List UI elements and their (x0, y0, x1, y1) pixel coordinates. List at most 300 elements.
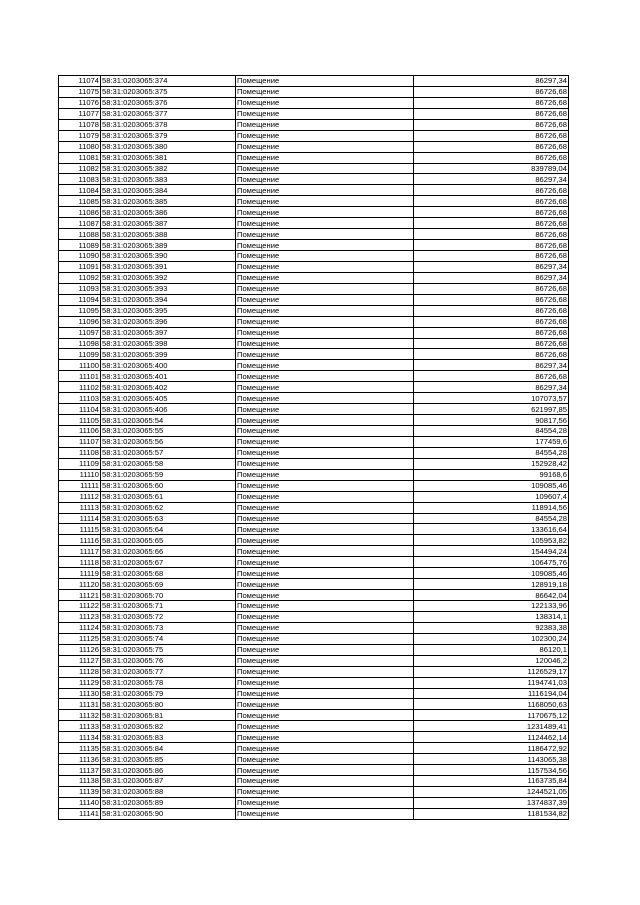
cadastral-number-cell: 58:31:0203065:384 (101, 185, 236, 196)
object-type-cell: Помещение (236, 743, 414, 754)
object-type-cell: Помещение (236, 579, 414, 590)
object-type-cell: Помещение (236, 294, 414, 305)
cadastral-number-cell: 58:31:0203065:60 (101, 480, 236, 491)
cadastral-number-cell: 58:31:0203065:54 (101, 415, 236, 426)
table-row (59, 240, 569, 251)
object-type-cell: Помещение (236, 240, 414, 251)
row-number-cell: 11081 (59, 152, 101, 163)
table-row (59, 535, 569, 546)
table-row (59, 699, 569, 710)
row-number-cell: 11093 (59, 283, 101, 294)
object-type-cell: Помещение (236, 283, 414, 294)
value-cell: 86297,34 (414, 382, 569, 393)
row-number-cell: 11129 (59, 677, 101, 688)
object-type-cell: Помещение (236, 436, 414, 447)
table-row (59, 415, 569, 426)
value-cell: 86726,68 (414, 218, 569, 229)
object-type-cell: Помещение (236, 611, 414, 622)
table-row (59, 754, 569, 765)
value-cell: 1186472,92 (414, 743, 569, 754)
cadastral-number-cell: 58:31:0203065:61 (101, 491, 236, 502)
cadastral-number-cell: 58:31:0203065:58 (101, 458, 236, 469)
row-number-cell: 11096 (59, 316, 101, 327)
row-number-cell: 11076 (59, 97, 101, 108)
cadastral-number-cell: 58:31:0203065:64 (101, 524, 236, 535)
value-cell: 1124462,14 (414, 732, 569, 743)
value-cell: 1126529,17 (414, 666, 569, 677)
table-row (59, 808, 569, 819)
cadastral-number-cell: 58:31:0203065:397 (101, 327, 236, 338)
cadastral-number-cell: 58:31:0203065:75 (101, 644, 236, 655)
row-number-cell: 11092 (59, 272, 101, 283)
row-number-cell: 11140 (59, 797, 101, 808)
table-row (59, 305, 569, 316)
object-type-cell: Помещение (236, 229, 414, 240)
table-row (59, 568, 569, 579)
value-cell: 1194741,03 (414, 677, 569, 688)
row-number-cell: 11085 (59, 196, 101, 207)
row-number-cell: 11121 (59, 590, 101, 601)
object-type-cell: Помещение (236, 152, 414, 163)
cadastral-number-cell: 58:31:0203065:406 (101, 404, 236, 415)
object-type-cell: Помещение (236, 371, 414, 382)
cadastral-number-cell: 58:31:0203065:74 (101, 633, 236, 644)
cadastral-number-cell: 58:31:0203065:374 (101, 76, 236, 87)
row-number-cell: 11138 (59, 776, 101, 787)
cadastral-number-cell: 58:31:0203065:377 (101, 108, 236, 119)
table-row (59, 447, 569, 458)
object-type-cell: Помещение (236, 590, 414, 601)
value-cell: 122133,96 (414, 601, 569, 612)
value-cell: 1168050,63 (414, 699, 569, 710)
value-cell: 86297,34 (414, 360, 569, 371)
value-cell: 621997,85 (414, 404, 569, 415)
table-row (59, 251, 569, 262)
cadastral-number-cell: 58:31:0203065:70 (101, 590, 236, 601)
table-row (59, 776, 569, 787)
value-cell: 106475,76 (414, 557, 569, 568)
object-type-cell: Помещение (236, 797, 414, 808)
table-row (59, 218, 569, 229)
table-row (59, 502, 569, 513)
table-row (59, 546, 569, 557)
table-row (59, 765, 569, 776)
value-cell: 102300,24 (414, 633, 569, 644)
table-row (59, 327, 569, 338)
value-cell: 1374837,39 (414, 797, 569, 808)
value-cell: 86726,68 (414, 185, 569, 196)
object-type-cell: Помещение (236, 546, 414, 557)
value-cell: 86726,68 (414, 305, 569, 316)
row-number-cell: 11094 (59, 294, 101, 305)
cadastral-number-cell: 58:31:0203065:63 (101, 513, 236, 524)
value-cell: 86642,04 (414, 590, 569, 601)
value-cell: 86726,68 (414, 251, 569, 262)
cadastral-number-cell: 58:31:0203065:375 (101, 86, 236, 97)
object-type-cell: Помещение (236, 393, 414, 404)
cadastral-number-cell: 58:31:0203065:376 (101, 97, 236, 108)
value-cell: 107073,57 (414, 393, 569, 404)
cadastral-number-cell: 58:31:0203065:67 (101, 557, 236, 568)
table-row (59, 557, 569, 568)
row-number-cell: 11116 (59, 535, 101, 546)
object-type-cell: Помещение (236, 754, 414, 765)
object-type-cell: Помещение (236, 524, 414, 535)
cadastral-number-cell: 58:31:0203065:399 (101, 349, 236, 360)
value-cell: 128919,18 (414, 579, 569, 590)
cadastral-number-cell: 58:31:0203065:383 (101, 174, 236, 185)
row-number-cell: 11137 (59, 765, 101, 776)
value-cell: 105953,82 (414, 535, 569, 546)
row-number-cell: 11136 (59, 754, 101, 765)
table-row (59, 272, 569, 283)
row-number-cell: 11109 (59, 458, 101, 469)
value-cell: 1170675,12 (414, 710, 569, 721)
cadastral-number-cell: 58:31:0203065:77 (101, 666, 236, 677)
row-number-cell: 11128 (59, 666, 101, 677)
table-row (59, 655, 569, 666)
value-cell: 154494,24 (414, 546, 569, 557)
object-type-cell: Помещение (236, 721, 414, 732)
row-number-cell: 11105 (59, 415, 101, 426)
row-number-cell: 11098 (59, 338, 101, 349)
table-row (59, 163, 569, 174)
object-type-cell: Помещение (236, 710, 414, 721)
table-row (59, 633, 569, 644)
object-type-cell: Помещение (236, 677, 414, 688)
table-row (59, 513, 569, 524)
cadastral-number-cell: 58:31:0203065:69 (101, 579, 236, 590)
table-row (59, 360, 569, 371)
table-row (59, 590, 569, 601)
table-row (59, 426, 569, 437)
object-type-cell: Помещение (236, 119, 414, 130)
row-number-cell: 11132 (59, 710, 101, 721)
object-type-cell: Помещение (236, 699, 414, 710)
table-row (59, 294, 569, 305)
cadastral-number-cell: 58:31:0203065:396 (101, 316, 236, 327)
object-type-cell: Помещение (236, 316, 414, 327)
cadastral-number-cell: 58:31:0203065:62 (101, 502, 236, 513)
row-number-cell: 11117 (59, 546, 101, 557)
table-row (59, 710, 569, 721)
object-type-cell: Помещение (236, 776, 414, 787)
cadastral-number-cell: 58:31:0203065:90 (101, 808, 236, 819)
object-type-cell: Помещение (236, 808, 414, 819)
object-type-cell: Помещение (236, 655, 414, 666)
row-number-cell: 11115 (59, 524, 101, 535)
property-table-body (59, 76, 569, 820)
table-row (59, 644, 569, 655)
cadastral-number-cell: 58:31:0203065:72 (101, 611, 236, 622)
object-type-cell: Помещение (236, 568, 414, 579)
cadastral-number-cell: 58:31:0203065:73 (101, 622, 236, 633)
value-cell: 86726,68 (414, 338, 569, 349)
value-cell: 90817,56 (414, 415, 569, 426)
table-row (59, 207, 569, 218)
table-row (59, 152, 569, 163)
table-row (59, 480, 569, 491)
cadastral-number-cell: 58:31:0203065:385 (101, 196, 236, 207)
value-cell: 86726,68 (414, 316, 569, 327)
table-row (59, 721, 569, 732)
value-cell: 1181534,82 (414, 808, 569, 819)
table-row (59, 688, 569, 699)
value-cell: 99168,6 (414, 469, 569, 480)
row-number-cell: 11100 (59, 360, 101, 371)
value-cell: 1143065,38 (414, 754, 569, 765)
cadastral-number-cell: 58:31:0203065:386 (101, 207, 236, 218)
table-row (59, 491, 569, 502)
value-cell: 86726,68 (414, 294, 569, 305)
table-row (59, 261, 569, 272)
value-cell: 86726,68 (414, 371, 569, 382)
object-type-cell: Помещение (236, 338, 414, 349)
cadastral-number-cell: 58:31:0203065:83 (101, 732, 236, 743)
table-row (59, 283, 569, 294)
object-type-cell: Помещение (236, 141, 414, 152)
object-type-cell: Помещение (236, 185, 414, 196)
value-cell: 86726,68 (414, 283, 569, 294)
table-row (59, 382, 569, 393)
cadastral-number-cell: 58:31:0203065:86 (101, 765, 236, 776)
object-type-cell: Помещение (236, 251, 414, 262)
row-number-cell: 11134 (59, 732, 101, 743)
value-cell: 1244521,05 (414, 786, 569, 797)
object-type-cell: Помещение (236, 557, 414, 568)
table-row (59, 141, 569, 152)
value-cell: 86726,68 (414, 240, 569, 251)
cadastral-number-cell: 58:31:0203065:395 (101, 305, 236, 316)
row-number-cell: 11086 (59, 207, 101, 218)
row-number-cell: 11123 (59, 611, 101, 622)
value-cell: 92383,38 (414, 622, 569, 633)
table-row (59, 196, 569, 207)
value-cell: 86726,68 (414, 349, 569, 360)
object-type-cell: Помещение (236, 305, 414, 316)
table-row (59, 732, 569, 743)
table-row (59, 76, 569, 87)
row-number-cell: 11124 (59, 622, 101, 633)
value-cell: 86297,34 (414, 261, 569, 272)
table-row (59, 743, 569, 754)
cadastral-number-cell: 58:31:0203065:380 (101, 141, 236, 152)
value-cell: 152928,42 (414, 458, 569, 469)
row-number-cell: 11090 (59, 251, 101, 262)
object-type-cell: Помещение (236, 207, 414, 218)
value-cell: 86726,68 (414, 86, 569, 97)
object-type-cell: Помещение (236, 218, 414, 229)
row-number-cell: 11118 (59, 557, 101, 568)
object-type-cell: Помещение (236, 688, 414, 699)
object-type-cell: Помещение (236, 458, 414, 469)
row-number-cell: 11114 (59, 513, 101, 524)
row-number-cell: 11119 (59, 568, 101, 579)
cadastral-number-cell: 58:31:0203065:56 (101, 436, 236, 447)
value-cell: 86726,68 (414, 152, 569, 163)
value-cell: 86726,68 (414, 207, 569, 218)
value-cell: 86297,34 (414, 272, 569, 283)
cadastral-number-cell: 58:31:0203065:87 (101, 776, 236, 787)
row-number-cell: 11102 (59, 382, 101, 393)
cadastral-number-cell: 58:31:0203065:82 (101, 721, 236, 732)
cadastral-number-cell: 58:31:0203065:391 (101, 261, 236, 272)
cadastral-number-cell: 58:31:0203065:381 (101, 152, 236, 163)
cadastral-number-cell: 58:31:0203065:78 (101, 677, 236, 688)
row-number-cell: 11075 (59, 86, 101, 97)
object-type-cell: Помещение (236, 415, 414, 426)
row-number-cell: 11074 (59, 76, 101, 87)
row-number-cell: 11103 (59, 393, 101, 404)
table-row (59, 436, 569, 447)
table-row (59, 797, 569, 808)
row-number-cell: 11087 (59, 218, 101, 229)
object-type-cell: Помещение (236, 535, 414, 546)
cadastral-number-cell: 58:31:0203065:402 (101, 382, 236, 393)
row-number-cell: 11125 (59, 633, 101, 644)
table-row (59, 185, 569, 196)
cadastral-number-cell: 58:31:0203065:388 (101, 229, 236, 240)
row-number-cell: 11091 (59, 261, 101, 272)
object-type-cell: Помещение (236, 666, 414, 677)
cadastral-number-cell: 58:31:0203065:379 (101, 130, 236, 141)
value-cell: 133616,64 (414, 524, 569, 535)
row-number-cell: 11113 (59, 502, 101, 513)
property-table (58, 75, 569, 820)
cadastral-number-cell: 58:31:0203065:65 (101, 535, 236, 546)
cadastral-number-cell: 58:31:0203065:66 (101, 546, 236, 557)
cadastral-number-cell: 58:31:0203065:89 (101, 797, 236, 808)
table-row (59, 229, 569, 240)
cadastral-number-cell: 58:31:0203065:398 (101, 338, 236, 349)
value-cell: 1231489,41 (414, 721, 569, 732)
row-number-cell: 11089 (59, 240, 101, 251)
object-type-cell: Помещение (236, 622, 414, 633)
table-row (59, 316, 569, 327)
table-row (59, 108, 569, 119)
row-number-cell: 11120 (59, 579, 101, 590)
table-row (59, 119, 569, 130)
row-number-cell: 11101 (59, 371, 101, 382)
row-number-cell: 11080 (59, 141, 101, 152)
cadastral-number-cell: 58:31:0203065:57 (101, 447, 236, 458)
value-cell: 86297,34 (414, 76, 569, 87)
object-type-cell: Помещение (236, 174, 414, 185)
table-row (59, 130, 569, 141)
value-cell: 177459,6 (414, 436, 569, 447)
cadastral-number-cell: 58:31:0203065:378 (101, 119, 236, 130)
row-number-cell: 11079 (59, 130, 101, 141)
table-row (59, 677, 569, 688)
object-type-cell: Помещение (236, 196, 414, 207)
value-cell: 86726,68 (414, 141, 569, 152)
table-row (59, 349, 569, 360)
table-row (59, 86, 569, 97)
value-cell: 86726,68 (414, 327, 569, 338)
value-cell: 120046,2 (414, 655, 569, 666)
value-cell: 1163735,84 (414, 776, 569, 787)
row-number-cell: 11122 (59, 601, 101, 612)
object-type-cell: Помещение (236, 480, 414, 491)
cadastral-number-cell: 58:31:0203065:392 (101, 272, 236, 283)
row-number-cell: 11082 (59, 163, 101, 174)
object-type-cell: Помещение (236, 97, 414, 108)
row-number-cell: 11088 (59, 229, 101, 240)
value-cell: 1157534,56 (414, 765, 569, 776)
object-type-cell: Помещение (236, 786, 414, 797)
cadastral-number-cell: 58:31:0203065:401 (101, 371, 236, 382)
object-type-cell: Помещение (236, 513, 414, 524)
table-row (59, 611, 569, 622)
table-row (59, 174, 569, 185)
row-number-cell: 11077 (59, 108, 101, 119)
row-number-cell: 11126 (59, 644, 101, 655)
table-row (59, 338, 569, 349)
table-row (59, 622, 569, 633)
value-cell: 138314,1 (414, 611, 569, 622)
object-type-cell: Помещение (236, 644, 414, 655)
cadastral-number-cell: 58:31:0203065:382 (101, 163, 236, 174)
object-type-cell: Помещение (236, 765, 414, 776)
table-row (59, 666, 569, 677)
object-type-cell: Помещение (236, 108, 414, 119)
object-type-cell: Помещение (236, 163, 414, 174)
row-number-cell: 11135 (59, 743, 101, 754)
table-row (59, 524, 569, 535)
row-number-cell: 11141 (59, 808, 101, 819)
row-number-cell: 11127 (59, 655, 101, 666)
row-number-cell: 11084 (59, 185, 101, 196)
table-row (59, 458, 569, 469)
object-type-cell: Помещение (236, 327, 414, 338)
cadastral-number-cell: 58:31:0203065:405 (101, 393, 236, 404)
cadastral-number-cell: 58:31:0203065:387 (101, 218, 236, 229)
cadastral-number-cell: 58:31:0203065:389 (101, 240, 236, 251)
object-type-cell: Помещение (236, 491, 414, 502)
cadastral-number-cell: 58:31:0203065:80 (101, 699, 236, 710)
value-cell: 86726,68 (414, 108, 569, 119)
row-number-cell: 11078 (59, 119, 101, 130)
value-cell: 84554,28 (414, 426, 569, 437)
object-type-cell: Помещение (236, 601, 414, 612)
cadastral-number-cell: 58:31:0203065:55 (101, 426, 236, 437)
row-number-cell: 11139 (59, 786, 101, 797)
object-type-cell: Помещение (236, 76, 414, 87)
row-number-cell: 11097 (59, 327, 101, 338)
cadastral-number-cell: 58:31:0203065:88 (101, 786, 236, 797)
row-number-cell: 11131 (59, 699, 101, 710)
table-row (59, 786, 569, 797)
object-type-cell: Помещение (236, 426, 414, 437)
cadastral-number-cell: 58:31:0203065:390 (101, 251, 236, 262)
cadastral-number-cell: 58:31:0203065:81 (101, 710, 236, 721)
object-type-cell: Помещение (236, 261, 414, 272)
table-row (59, 404, 569, 415)
object-type-cell: Помещение (236, 732, 414, 743)
row-number-cell: 11112 (59, 491, 101, 502)
row-number-cell: 11133 (59, 721, 101, 732)
value-cell: 86120,1 (414, 644, 569, 655)
cadastral-number-cell: 58:31:0203065:394 (101, 294, 236, 305)
table-row (59, 579, 569, 590)
value-cell: 86726,68 (414, 119, 569, 130)
value-cell: 86726,68 (414, 229, 569, 240)
table-row (59, 469, 569, 480)
row-number-cell: 11095 (59, 305, 101, 316)
cadastral-number-cell: 58:31:0203065:84 (101, 743, 236, 754)
value-cell: 118914,56 (414, 502, 569, 513)
value-cell: 1116194,04 (414, 688, 569, 699)
